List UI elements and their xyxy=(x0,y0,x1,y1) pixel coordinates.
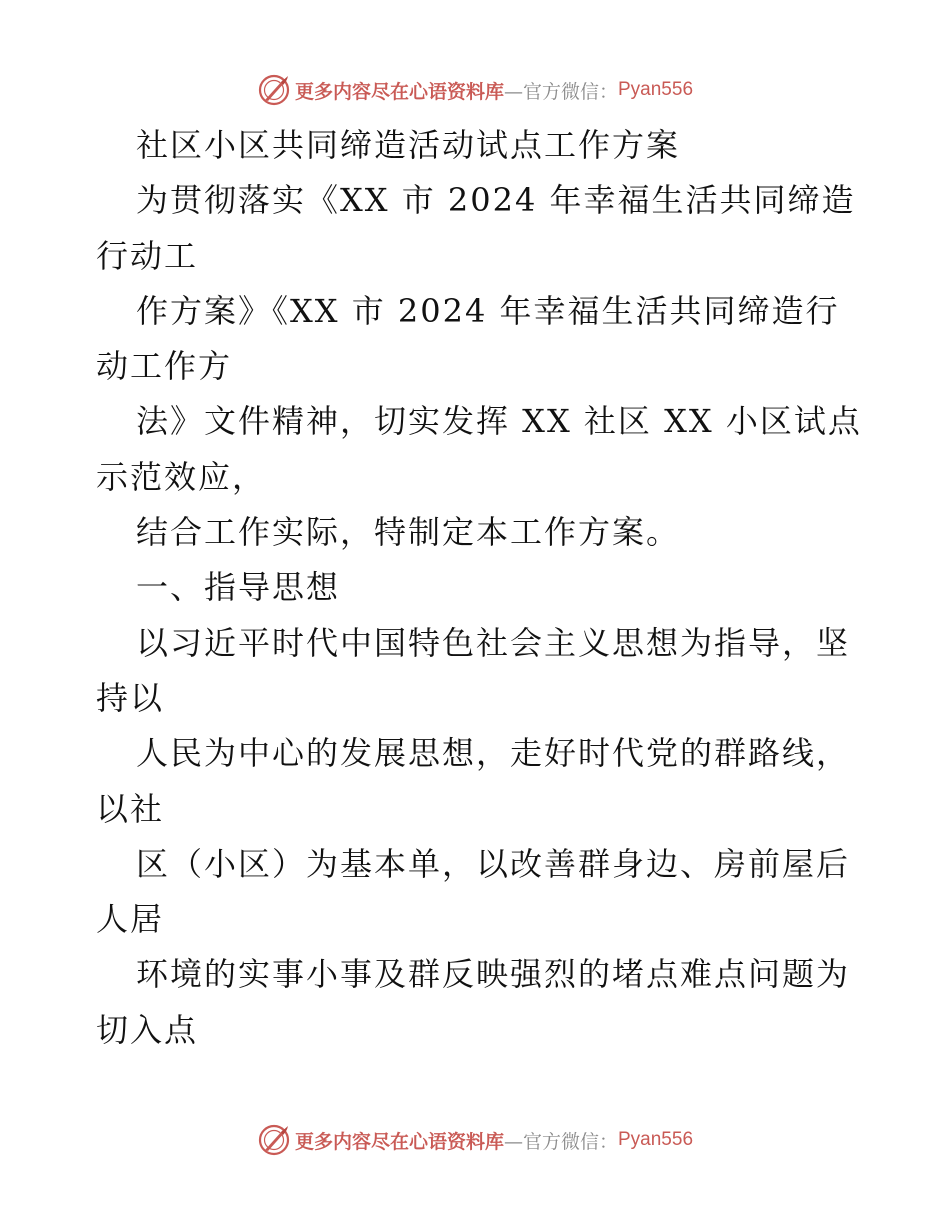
text-line: 环境的实事小事及群反映强烈的堵点难点问题为 xyxy=(136,955,851,994)
quill-seal-icon xyxy=(257,73,291,107)
text-line: 法》文件精神，切实发挥 XX 社区 XX 小区试点 xyxy=(136,402,862,441)
text-line: 持以 xyxy=(96,678,165,717)
text-line: 作方案》《XX 市 2024 年幸福生活共同缔造行 xyxy=(136,291,840,330)
watermark-site-name: 更多内容尽在心语资料库 xyxy=(294,1130,504,1153)
watermark-wechat-id: Pyan556 xyxy=(618,79,694,100)
text-line: 为贯彻落实《XX 市 2024 年幸福生活共同缔造 xyxy=(136,181,856,220)
watermark-wechat-label: —官方微信： xyxy=(503,1130,618,1153)
text-line: 人民为中心的发展思想，走好时代党的群路线， xyxy=(136,734,851,773)
text-line: 一、指导思想 xyxy=(136,568,341,607)
text-line: 结合工作实际，特制定本工作方案。 xyxy=(136,513,681,552)
watermark-header xyxy=(0,70,950,110)
text-line: 动工作方 xyxy=(96,347,233,386)
text-line: 人居 xyxy=(96,900,165,939)
text-line: 以习近平时代中国特色社会主义思想为指导，坚 xyxy=(136,623,851,662)
text-line: 行动工 xyxy=(96,236,199,275)
text-line: 以社 xyxy=(96,789,165,828)
text-line: 区（小区）为基本单，以改善群身边、房前屋后 xyxy=(136,844,851,883)
text-line: 示范效应， xyxy=(96,457,267,496)
document-body xyxy=(96,118,866,1058)
quill-seal-icon xyxy=(257,1123,291,1157)
text-line: 切入点 xyxy=(96,1010,199,1049)
watermark-site-name: 更多内容尽在心语资料库 xyxy=(294,80,504,103)
text-line: 社区小区共同缔造活动试点工作方案 xyxy=(136,126,681,164)
watermark-wechat-id: Pyan556 xyxy=(618,1129,694,1150)
watermark-wechat-label: —官方微信： xyxy=(503,80,618,103)
watermark-footer xyxy=(0,1120,950,1160)
